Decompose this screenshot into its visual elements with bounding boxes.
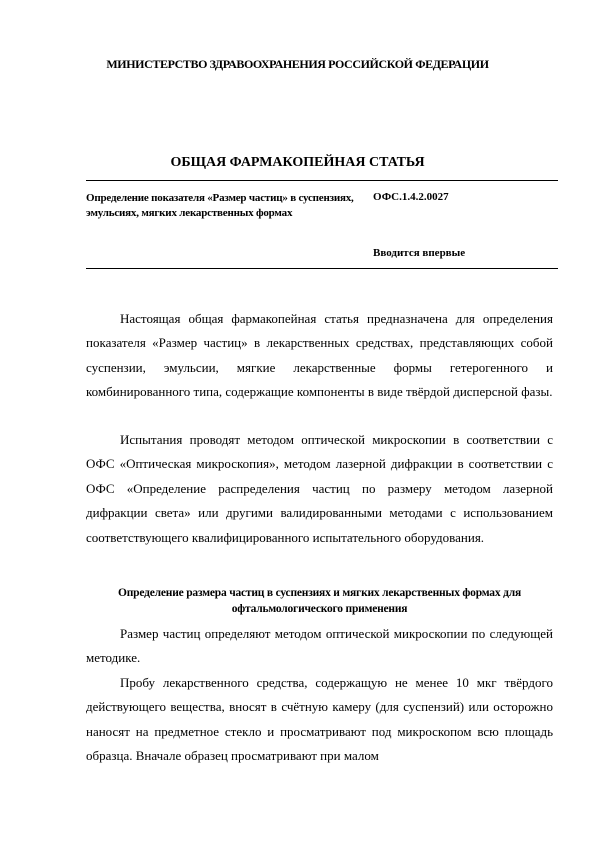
article-title: Определение показателя «Размер частиц» в суспензиях, эмульсиях, мягких лекарственных формах — [86, 192, 354, 219]
paragraph-method-intro: Размер частиц определяют методом оптической микроскопии по следующей методике. — [86, 626, 553, 666]
article-status: Вводится впервые — [373, 247, 466, 259]
ministry-header: МИНИСТЕРСТВО ЗДРАВООХРАНЕНИЯ РОССИЙСКОЙ ФЕДЕРАЦИИ — [106, 57, 489, 71]
top-divider — [86, 180, 558, 181]
article-type-title: ОБЩАЯ ФАРМАКОПЕЙНАЯ СТАТЬЯ — [170, 155, 425, 170]
paragraph-methods: Испытания проводят методом оптической микроскопии в соответствии с ОФС «Оптическая микроскопия», методом лазерной дифракции в соответствии с ОФС «Определение распределения частиц по размеру методом лазерной дифракции света» или другими валидированными методами с использованием соответствующего квалифицированного испытательного оборудования. — [86, 432, 553, 545]
paragraph-purpose: Настоящая общая фармакопейная статья предназначена для определения показателя «Размер частиц» в лекарственных средствах, представляющих собой суспензии, эмульсии, мягкие лекарственные формы гетерогенного и комбинированного типа, содержащие компоненты в виде твёрдой дисперсной фазы. — [86, 311, 553, 400]
bottom-divider — [86, 268, 558, 269]
article-code: ОФС.1.4.2.0027 — [373, 191, 449, 203]
paragraph-procedure: Пробу лекарственного средства, содержащую не менее 10 мкг твёрдого действующего вещества, вносят в счётную камеру (для суспензий) или осторожно наносят на предметное стекло и просматривают под микроскопом всю площадь образца. Вначале образец просматривают при малом — [86, 675, 553, 764]
section-heading: Определение размера частиц в суспензиях и мягких лекарственных формах для офтальмологического применения — [118, 587, 521, 615]
